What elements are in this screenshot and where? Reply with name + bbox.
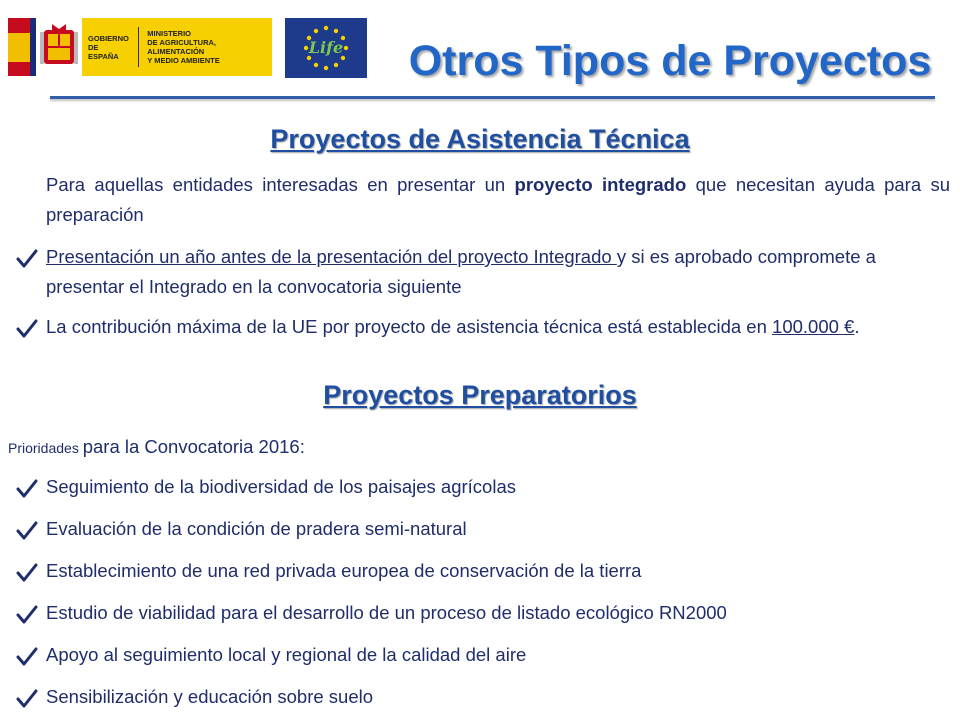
checkmark-icon — [14, 316, 40, 342]
section-heading-technical-assistance: Proyectos de Asistencia Técnica — [270, 124, 690, 154]
list-item: Apoyo al seguimiento local y regional de la calidad del aire — [46, 644, 527, 665]
list-item: La contribución máxima de la UE por proyecto de asistencia técnica está establecida en 100.000 €. — [46, 316, 860, 337]
intro-paragraph: Para aquellas entidades interesadas en presentar un proyecto integrado que necesitan ayuda para su preparación — [46, 174, 950, 225]
svg-text:Life: Life — [308, 38, 344, 57]
checkmark-icon — [14, 518, 40, 544]
checkmark-icon — [14, 686, 40, 712]
list-item: Establecimiento de una red privada europea de conservación de la tierra — [46, 560, 642, 581]
list-item: Sensibilización y educación sobre suelo — [46, 686, 374, 707]
life-logo — [285, 18, 367, 78]
government-label: GOBIERNO DE ESPAÑA — [88, 33, 129, 61]
list-item: Evaluación de la condición de pradera semi-natural — [46, 518, 467, 539]
government-logo — [8, 18, 272, 76]
list-item: Presentación un año antes de la presentación del proyecto Integrado y si es aprobado compromete a presentar el Integrado en la convocatoria siguiente — [46, 246, 876, 297]
page-title: Otros Tipos de Proyectos — [408, 37, 932, 85]
list-item: Estudio de viabilidad para el desarrollo de un proceso de listado ecológico RN2000 — [46, 602, 727, 623]
list-item: Seguimiento de la biodiversidad de los paisajes agrícolas — [46, 476, 516, 497]
section-heading-preparatory: Proyectos Preparatorios — [323, 380, 637, 410]
ministry-label: MINISTERIO DE AGRICULTURA, ALIMENTACIÓN Y MEDIO AMBIENTE — [147, 29, 220, 65]
checkmark-icon — [14, 644, 40, 670]
spain-flag-icon — [8, 18, 30, 76]
coat-of-arms-icon — [36, 18, 82, 76]
priorities-label: Prioridades para la Convocatoria 2016: — [8, 436, 305, 457]
checkmark-icon — [14, 476, 40, 502]
checkmark-icon — [14, 246, 40, 272]
title-divider — [50, 96, 935, 99]
checkmark-icon — [14, 602, 40, 628]
checkmark-icon — [14, 560, 40, 586]
